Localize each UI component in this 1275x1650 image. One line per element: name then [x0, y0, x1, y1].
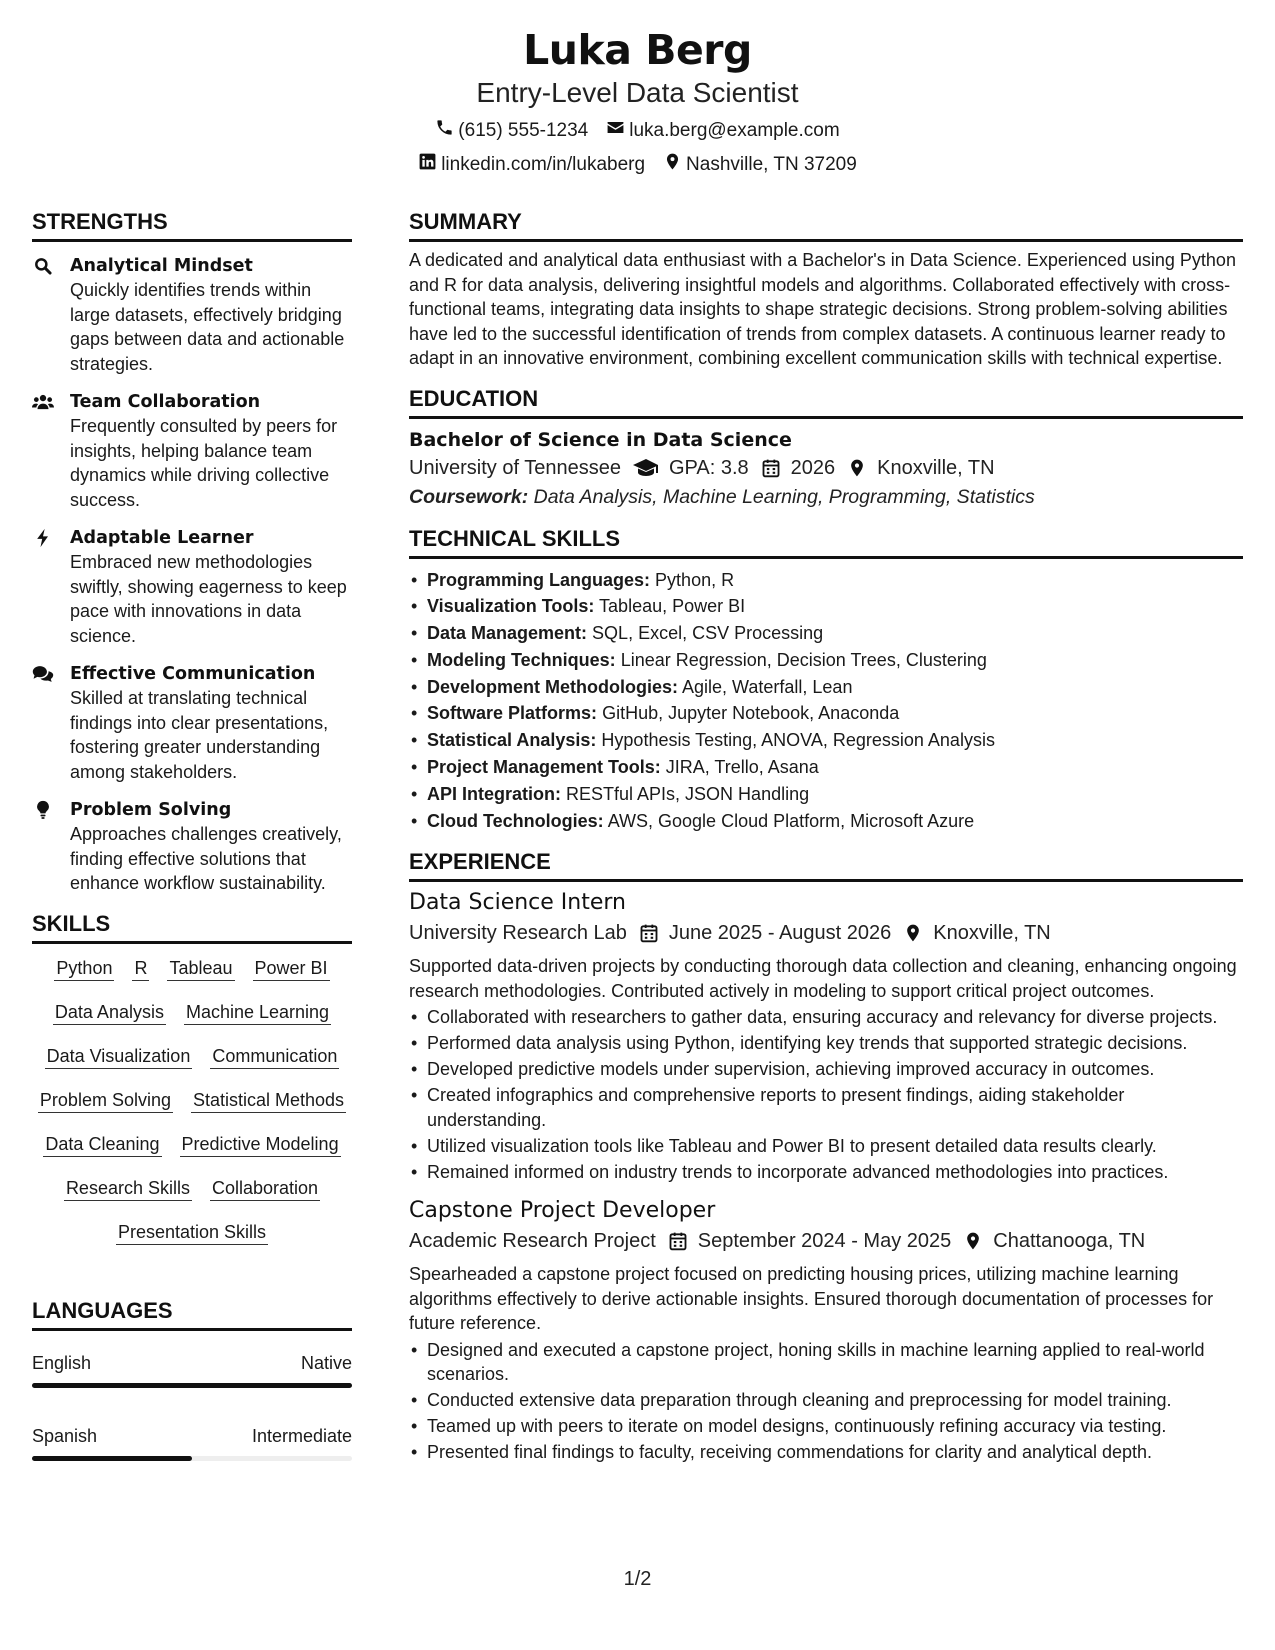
skill-values: AWS, Google Cloud Platform, Microsoft Azure: [607, 810, 975, 831]
location-contact: [663, 152, 857, 178]
skills-section: [32, 910, 352, 1245]
linkedin-contact[interactable]: [418, 152, 645, 178]
language-level-fill: [32, 1456, 192, 1461]
skill-tag: Tableau: [167, 956, 234, 981]
job-location: Knoxville, TN: [933, 922, 1051, 945]
skill-values: JIRA, Trello, Asana: [665, 757, 819, 778]
skill-tag: Statistical Methods: [191, 1088, 346, 1113]
skill-values: RESTful APIs, JSON Handling: [566, 783, 810, 804]
gpa: GPA: 3.8: [668, 456, 749, 479]
right-column: [409, 208, 1243, 1466]
lightbulb-icon: [32, 798, 70, 896]
skills-heading: SKILLS: [32, 910, 352, 944]
users-icon: [32, 390, 70, 512]
linkedin-url: linkedin.com/in/lukaberg: [441, 154, 646, 175]
list-item: • Presented final findings to faculty, receiving commendations for clarity and analytical depth.: [409, 1440, 1243, 1465]
skill-values: Linear Regression, Decision Trees, Clustering: [620, 649, 987, 670]
language-item: [32, 1351, 352, 1388]
language-name: Spanish: [32, 1425, 98, 1446]
date-range: June 2025 - August 2026: [668, 922, 892, 945]
language-level-bar: [32, 1383, 352, 1388]
strength-item: [32, 526, 352, 648]
technical-skills-section: [409, 525, 1243, 835]
resume-header: [0, 24, 1275, 178]
experience-section: [409, 848, 1243, 1465]
skill-category: Modeling Techniques:: [427, 649, 616, 670]
strength-title: Team Collaboration: [70, 392, 261, 412]
skill-category: API Integration:: [427, 783, 561, 804]
skill-category: Programming Languages:: [427, 569, 651, 590]
graduation-year: 2026: [790, 456, 836, 479]
position-title: Data Science Intern: [409, 890, 626, 916]
email-address: luka.berg@example.com: [629, 120, 840, 141]
list-item: [409, 781, 1243, 808]
bolt-icon: [32, 526, 70, 648]
map-pin-icon: [847, 458, 867, 478]
strength-title: Adaptable Learner: [70, 528, 254, 548]
language-level-fill: [32, 1383, 352, 1388]
strength-desc: Quickly identifies trends within large datasets, effectively bridging gaps between data and actionable strategies.: [70, 280, 345, 374]
list-item: [409, 593, 1243, 620]
search-icon: [32, 254, 70, 376]
school-name: University of Tennessee: [409, 456, 621, 479]
language-level: Intermediate: [251, 1425, 352, 1446]
job-description: Spearheaded a capstone project focused on predicting housing prices, utilizing machine learning algorithms effectively to derive actionable insights. Ensured thorough documentation of processes for future reference.: [409, 1264, 1214, 1334]
list-item: [409, 700, 1243, 727]
summary-text: A dedicated and analytical data enthusiast with a Bachelor's in Data Science. Experienced using Python and R for data analysis, delivering insightful models and algorithms. Collaborated effectively with cross-functional teams, integrating data insights to shape strategic decisions. Strong problem-solving abilities have led to the successful identification of trends from complex datasets. A continuous learner ready to adapt in an innovative environment, combining excellent communication skills with technical expertise.: [409, 250, 1236, 368]
skill-tag: Communication: [210, 1044, 339, 1069]
job-bullets: [409, 1338, 1243, 1465]
job-bullets: [409, 1005, 1243, 1184]
left-column: [32, 208, 352, 1461]
languages-section: [32, 1297, 352, 1461]
technical-skills-heading: TECHNICAL SKILLS: [409, 525, 1243, 559]
experience-entry: [409, 1196, 1243, 1465]
coursework: [409, 483, 1243, 511]
skill-category: Visualization Tools:: [427, 596, 595, 617]
strength-item: [32, 662, 352, 784]
experience-meta: [409, 1226, 1243, 1256]
job-title: Entry-Level Data Scientist: [476, 77, 799, 108]
location-text: Nashville, TN 37209: [686, 154, 857, 175]
organization: Academic Research Project: [409, 1230, 656, 1253]
strength-item: [32, 254, 352, 376]
skill-tag: R: [132, 956, 149, 981]
language-name: English: [32, 1352, 92, 1373]
skill-values: Hypothesis Testing, ANOVA, Regression Analysis: [601, 730, 995, 751]
strength-desc: Skilled at translating technical findings into clear presentations, fostering greater understanding among stakeholders.: [70, 688, 329, 782]
strengths-heading: STRENGTHS: [32, 208, 352, 242]
skill-tag: Predictive Modeling: [180, 1132, 341, 1157]
phone-icon: [435, 118, 454, 144]
languages-heading: LANGUAGES: [32, 1297, 352, 1331]
skill-tag: Power BI: [253, 956, 330, 981]
experience-entry: [409, 888, 1243, 1184]
strength-item: [32, 798, 352, 896]
contact-row-2: [0, 152, 1275, 178]
linkedin-icon: [418, 152, 437, 178]
skill-category: Data Management:: [427, 623, 588, 644]
phone-contact[interactable]: [435, 118, 588, 144]
position-title: Capstone Project Developer: [409, 1198, 716, 1224]
strength-title: Problem Solving: [70, 800, 232, 820]
list-item: • Designed and executed a capstone project, honing skills in machine learning applied to real-world scenarios.: [409, 1338, 1243, 1387]
school-location: Knoxville, TN: [877, 456, 995, 479]
email-contact[interactable]: [606, 118, 839, 144]
list-item: • Utilized visualization tools like Tableau and Power BI to present detailed data results clearly.: [409, 1134, 1243, 1159]
list-item: [409, 727, 1243, 754]
comments-icon: [32, 662, 70, 784]
skill-tag: Collaboration: [210, 1176, 320, 1201]
list-item: • Remained informed on industry trends to incorporate advanced methodologies into practices.: [409, 1160, 1243, 1185]
language-level: Native: [300, 1352, 352, 1373]
strength-desc: Approaches challenges creatively, finding effective solutions that enhance workflow sustainability.: [70, 824, 342, 893]
map-pin-icon: [663, 152, 682, 178]
experience-heading: EXPERIENCE: [409, 848, 1243, 882]
skill-values: Python, R: [655, 569, 735, 590]
graduation-cap-icon: [633, 458, 659, 478]
calendar-icon: [761, 458, 781, 478]
map-pin-icon: [963, 1231, 983, 1251]
organization: University Research Lab: [409, 922, 627, 945]
skill-tag: Problem Solving: [38, 1088, 173, 1113]
list-item: [409, 647, 1243, 674]
list-item: [409, 674, 1243, 701]
list-item: • Created infographics and comprehensive reports to present findings, aiding stakeholder understanding.: [409, 1083, 1243, 1132]
skill-tag: Python: [54, 956, 114, 981]
skill-values: GitHub, Jupyter Notebook, Anaconda: [602, 703, 900, 724]
coursework-list: Data Analysis, Machine Learning, Programming, Statistics: [533, 485, 1035, 508]
list-item: • Collaborated with researchers to gather data, ensuring accuracy and relevancy for diverse projects.: [409, 1005, 1243, 1030]
skill-tag: Presentation Skills: [116, 1220, 268, 1245]
strength-desc: Frequently consulted by peers for insights, helping balance team dynamics while driving collective success.: [70, 416, 338, 510]
contact-row-1: [0, 118, 1275, 144]
list-item: • Teamed up with peers to iterate on model designs, continuously refining accuracy via testing.: [409, 1414, 1243, 1439]
strengths-list: [32, 254, 352, 896]
skills-list: [32, 956, 352, 1245]
list-item: • Conducted extensive data preparation through cleaning and preprocessing for model training.: [409, 1388, 1243, 1413]
list-item: [409, 620, 1243, 647]
calendar-icon: [668, 1231, 688, 1251]
list-item: [409, 754, 1243, 781]
skill-tag: Data Visualization: [45, 1044, 193, 1069]
language-level-bar: [32, 1456, 352, 1461]
technical-skills-list: [409, 567, 1243, 835]
skill-tag: Machine Learning: [184, 1000, 331, 1025]
strength-item: [32, 390, 352, 512]
skill-values: Agile, Waterfall, Lean: [682, 676, 853, 697]
calendar-icon: [639, 923, 659, 943]
skill-tag: Research Skills: [64, 1176, 192, 1201]
education-meta: [409, 453, 1243, 483]
experience-meta: [409, 918, 1243, 948]
map-pin-icon: [903, 923, 923, 943]
skill-category: Project Management Tools:: [427, 757, 661, 778]
skill-category: Cloud Technologies:: [427, 810, 604, 831]
language-item: [32, 1424, 352, 1461]
date-range: September 2024 - May 2025: [697, 1230, 952, 1253]
education-section: [409, 385, 1243, 511]
skill-category: Statistical Analysis:: [427, 730, 597, 751]
list-item: [409, 808, 1243, 835]
skill-tag: Data Analysis: [53, 1000, 166, 1025]
coursework-label: Coursework:: [409, 485, 529, 508]
strength-desc: Embraced new methodologies swiftly, showing eagerness to keep pace with innovations in data science.: [70, 552, 347, 646]
skill-values: Tableau, Power BI: [599, 596, 746, 617]
education-heading: EDUCATION: [409, 385, 1243, 419]
degree-title: Bachelor of Science in Data Science: [409, 428, 792, 451]
list-item: • Performed data analysis using Python, identifying key trends that supported strategic decisions.: [409, 1031, 1243, 1056]
page-indicator: 1/2: [623, 1568, 652, 1590]
skill-tag: Data Cleaning: [43, 1132, 161, 1157]
summary-heading: SUMMARY: [409, 208, 1243, 242]
strength-title: Analytical Mindset: [70, 256, 253, 276]
job-location: Chattanooga, TN: [993, 1230, 1146, 1253]
list-item: • Developed predictive models under supervision, achieving improved accuracy in outcomes.: [409, 1057, 1243, 1082]
candidate-name: Luka Berg: [523, 26, 752, 74]
skill-category: Software Platforms:: [427, 703, 598, 724]
strength-title: Effective Communication: [70, 664, 316, 684]
job-description: Supported data-driven projects by conducting thorough data collection and cleaning, enhancing ongoing research methodologies. Contributed actively in modeling to support critical project outcomes.: [409, 956, 1237, 1001]
list-item: [409, 567, 1243, 594]
skill-values: SQL, Excel, CSV Processing: [592, 623, 824, 644]
phone-number: (615) 555-1234: [458, 120, 589, 141]
envelope-icon: [606, 118, 625, 144]
skill-category: Development Methodologies:: [427, 676, 679, 697]
